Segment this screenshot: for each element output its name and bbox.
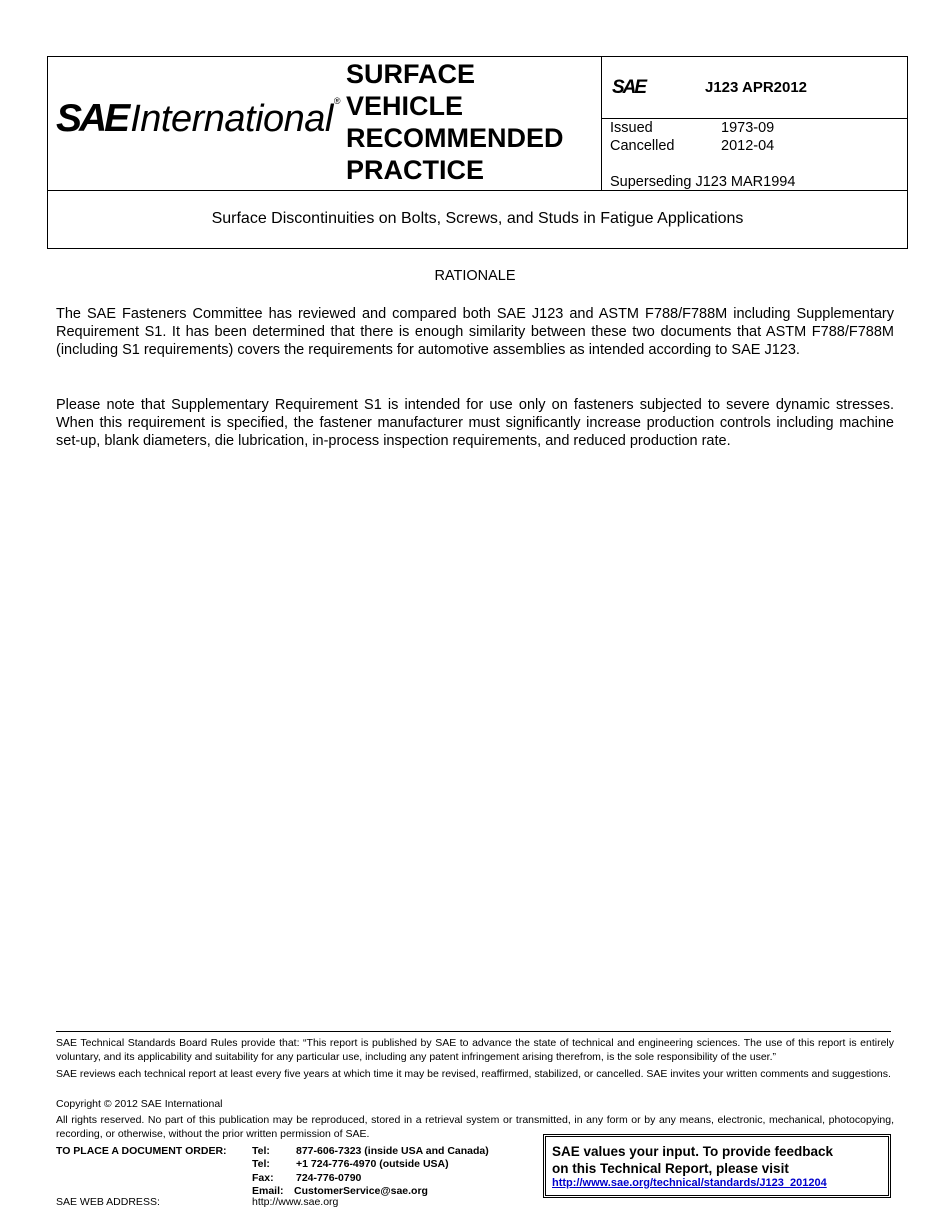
web-address-link[interactable]: http://www.sae.org (252, 1196, 339, 1208)
header-top-row (48, 57, 907, 191)
rationale-paragraph-2: Please note that Supplementary Requirement S1 is intended for use only on fasteners subjected to severe dynamic stresses. When this requirement is specified, the fastener manufacturer must significantly increase production controls including machine set-up, blank diameters, die lubrication, in-process inspection requirements, and reduced production rate. (56, 397, 894, 449)
rights-text: All rights reserved. No part of this publication may be reproduced, stored in a retrieval system or transmitted, in any form or by any means, electronic, mechanical, photocopying, recording, or otherwise, without the prior written permission of SAE. (56, 1114, 894, 1140)
feedback-line-2: on this Technical Report, please visit (552, 1161, 789, 1176)
issued-value: 1973-09 (721, 120, 775, 136)
footer-divider (56, 1031, 891, 1032)
contact-label: Tel: (252, 1145, 270, 1157)
doc-type-line: RECOMMENDED (346, 123, 564, 153)
order-label: TO PLACE A DOCUMENT ORDER: (56, 1145, 227, 1157)
logo-word: International (130, 98, 333, 140)
cancelled-value: 2012-04 (721, 138, 775, 154)
feedback-line-1: SAE values your input. To provide feedback (552, 1144, 834, 1159)
registered-mark: ® (333, 96, 341, 106)
web-address-label: SAE WEB ADDRESS: (56, 1196, 160, 1208)
document-header (47, 56, 908, 249)
contact-value: +1 724-776-4970 (outside USA) (296, 1158, 449, 1171)
cancelled-row (610, 137, 775, 155)
feedback-link[interactable]: http://www.sae.org/technical/standards/J123_201204 (552, 1177, 827, 1189)
review-text: SAE reviews each technical report at least every five years at which time it may be revised, reaffirmed, stabilized, or cancelled. SAE invites your written comments and suggestions. (56, 1068, 891, 1080)
doc-id-row (602, 57, 908, 119)
doc-type-line: VEHICLE (346, 91, 464, 121)
contact-value: 877-606-7323 (inside USA and Canada) (296, 1145, 489, 1157)
rationale-paragraph-1: The SAE Fasteners Committee has reviewed and compared both SAE J123 and ASTM F788/F788M including Supplementary Requirement S1. It has been determined that there is enough similarity between these two documents that ASTM F788/F788M (including S1 requirements) covers the requirements for automotive assemblies as intended according to SAE J123. (56, 306, 894, 358)
feedback-box (543, 1134, 891, 1198)
doc-type-line: SURFACE (346, 59, 476, 89)
board-rules-text: SAE Technical Standards Board Rules provide that: “This report is published by SAE to advance the state of technical and engineering sciences. The use of this report is entirely voluntary, and its applicability and suitability for any particular use, including any patent infringement arising therefrom, is the sole responsibility of the user.” (56, 1037, 894, 1063)
document-type-cell (346, 57, 601, 190)
document-title: Surface Discontinuities on Bolts, Screws, and Studs in Fatigue Applications (211, 210, 744, 227)
copyright-text: Copyright © 2012 SAE International (56, 1098, 223, 1110)
document-info-cell (601, 57, 908, 190)
logo-mark: SAE (56, 97, 128, 140)
issued-row (610, 119, 775, 137)
sae-international-logo (56, 96, 341, 140)
doc-type-line: PRACTICE (346, 155, 485, 185)
sae-mini-logo: SAE (612, 77, 646, 98)
document-id: J123 APR2012 (705, 79, 808, 96)
logo-cell (48, 57, 343, 190)
contact-email-link[interactable]: CustomerService@sae.org (294, 1184, 428, 1197)
superseding-text: Superseding J123 MAR1994 (610, 174, 796, 190)
contact-value: 724-776-0790 (296, 1171, 362, 1184)
rationale-heading: RATIONALE (434, 268, 516, 284)
contact-label: Fax: (252, 1171, 274, 1184)
contact-label: Email: (252, 1184, 284, 1197)
contact-label: Tel: (252, 1158, 270, 1171)
cancelled-label: Cancelled (610, 138, 675, 154)
issued-label: Issued (610, 120, 653, 136)
